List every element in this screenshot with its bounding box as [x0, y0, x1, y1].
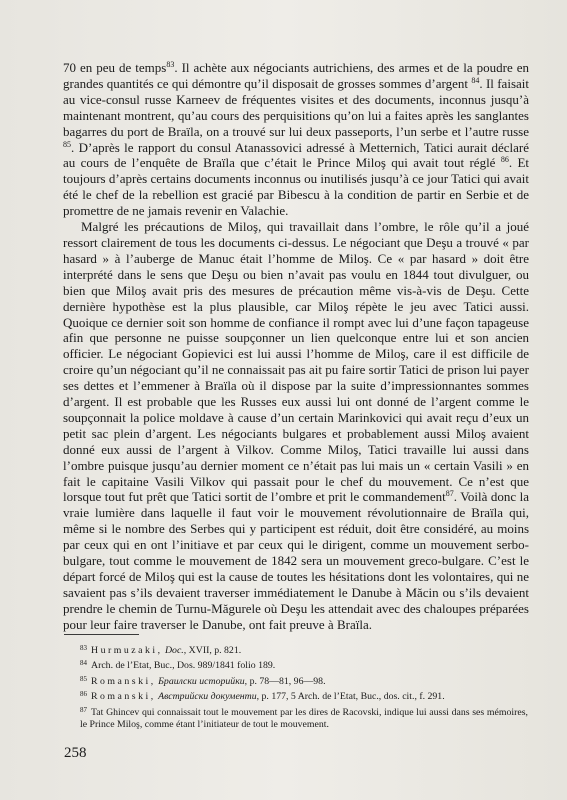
- text-run: . Et toujours d’après certains documents inconnus ou inutilisés jusqu’à ce jour Tatici qui avait été le chef de la rebellion est gracié par Bibescu à la condition de partir en Serbie et de promettre de ne jamais revenir en Valachie.: [63, 155, 529, 219]
- text-run: Malgré les précautions de Miloş, qui travaillait dans l’ombre, le rôle qu’il a joué ressort clairement de tous les documents ci-dessus. Le négociant que Deşu a trouvé « par hasard » à l’auberge de Manuc était l’homme de Miloş. Ce « par hasard » doit être interprété dans le sens que Deşu ou bien n’avait pas voulu en 1844 tout divulguer, ou bien que Miloş avait pris des mesures de précaution même vis-à-vis de Deşu. Cette dernière hypothèse est la plus plausible, car Miloş répète le jeu avec Tatici aussi. Quoique ce dernier soit son homme de confiance il rompt avec lui d’une façon tapageuse afin que personne ne puisse soupçonner un lien quelconque entre lui et son ancien officier. Le négociant Gopievici est lui aussi l’homme de Miloş, care il est difficile de croire qu’un négociant qu’il ne connaissait pas ait pu faire sortir Tatici de prison lui payer ses dettes et l’emmener à Braïla où il dispose par la suite d’impressionnantes sommes d’argent. Il est probable que les Russes eux aussi lui ont donné de l’argent comme le soupçonnait la police moldave à cause d’un certain Marinkovici qui avait reçu d’eux un petit sac plein d’argent. Les négociants bulgares et probablement aussi Miloş avaient donné eux aussi de l’argent à Vilkov. Comme Miloş, Tatici travaille lui aussi dans l’ombre puisque jusqu’au dernier moment ce n’était pas lui mais un « certain Vasili » en fait le capitaine Vasili Vilkov qui passait pour le chef du mouvement. Ce n’est que lorsque tout fut prêt que Tatici sortit de l’ombre et prit le commandement: [63, 219, 529, 505]
- footnote-ref: 87: [445, 489, 454, 499]
- footnote-title: Doc.,: [164, 645, 187, 656]
- text-run: . D’après le rapport du consul Atanassovici adressé à Metternich, Tatici aurait déclaré au cours de l’enquête de Braïla que c’était le Prince Miloş qui avait tout réglé: [63, 139, 529, 171]
- footnote-number: 85: [80, 674, 87, 683]
- footnote-number: 86: [80, 690, 87, 699]
- footnote-title: Австрийски документи,: [158, 691, 260, 703]
- text-run: . Il achète aux négociants autrichiens, des armes et de la poudre en grandes quantités ce qui démontre qu’il disposait de grosses sommes d’argent: [63, 60, 529, 91]
- footnote-ref: 85: [63, 139, 71, 149]
- footnote: [64, 657, 528, 672]
- footnote-number: 83: [80, 644, 87, 652]
- footnote-author: Romanski,: [91, 691, 156, 703]
- footnote-author: Hurmuzaki,: [91, 645, 163, 656]
- footnote: [64, 673, 528, 688]
- footnote-text: Arch. de l’Etat, Buc., Dos. 989/1841 folio 189.: [91, 660, 276, 672]
- footnote: [64, 704, 528, 732]
- footnote-text: Tat Ghincev qui connaissait tout le mouvement par les dires de Racovski, indique lui aussi dans ses mémoires, le Prince Miloş, comme étant l’initiateur de tout le mouvement.: [80, 706, 528, 731]
- text-run: . Il faisait au vice-consul russe Karneev de fréquentes visites et des documents, inconnus jusqu’à maintenant montrent, qu’au cours des perquisitions qu’on lui a faites après les sanglantes bagarres du port de Braïla, on a trouvé sur lui deux passeports, l’un serbe et l’autre russe: [63, 75, 529, 139]
- footnote-divider: [64, 634, 139, 635]
- footnote-text: XVII, p. 821.: [186, 645, 242, 656]
- footnote-title: Браилски историйки,: [158, 675, 248, 687]
- footnote: [64, 688, 528, 703]
- footnote-number: 87: [80, 705, 87, 714]
- footnote-ref: 83: [166, 60, 175, 69]
- footnote: [64, 642, 528, 657]
- footnote-ref: 86: [500, 155, 509, 165]
- footnote-number: 84: [80, 659, 87, 668]
- footnote-text: p. 177, 5 Arch. de l’Etat, Buc., dos. cit., f. 291.: [259, 691, 445, 703]
- text-run: 70 en peu de temps: [63, 60, 167, 75]
- footnotes: [64, 642, 528, 731]
- paragraph-2: [63, 219, 529, 633]
- footnote-text: p. 78—81, 96—98.: [247, 675, 326, 687]
- main-text: [63, 60, 529, 633]
- footnote-ref: 84: [471, 75, 480, 85]
- paragraph-1: [63, 60, 529, 219]
- footnote-author: Romanski,: [91, 675, 156, 687]
- page-number: 258: [64, 745, 87, 761]
- text-run: . Voilà donc la vraie lumière dans laquelle il faut voir le mouvement révolutionnaire de Braïla qui, même si le nombre des Serbes qui y participent est réduit, doit être considéré, au moins par ceux qui en ont l’initiave et par ceux qui le dirigent, comme un mouvement serbo-bulgare, tout comme le mouvement de 1842 sera un mouvement greco-bulgare. C’est le départ forcé de Miloş qui est la cause de toutes les hésitations dont les volontaires, qui ne savaient pas s’ils devaient traverser immédiatement le Danube à Măcin ou s’ils devaient prendre le chemin de Turnu-Măgurele où Deşu les attendait avec des chaloupes préparées pour leur faire traverser le Danube, ont fait preuve à Braïla.: [63, 489, 529, 632]
